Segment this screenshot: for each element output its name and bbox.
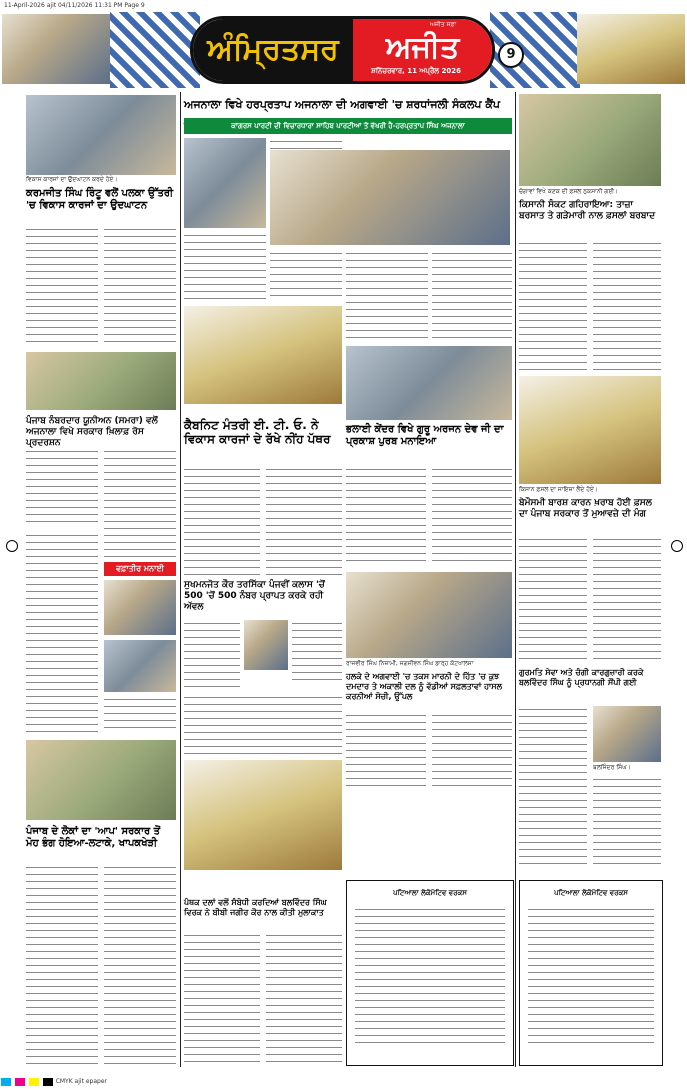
article-body	[104, 448, 176, 558]
ad-body	[528, 906, 654, 1046]
photo-caption: ਚੋਗਾਵਾਂ ਵਿਖੇ ਕਣਕ ਦੀ ਫ਼ਸਲ ਨੁਕਸਾਨੀ ਗਈ।	[519, 188, 619, 195]
masthead-date: ਸ਼ਨਿੱਚਰਵਾਰ, 11 ਅਪ੍ਰੈਲ 2026	[371, 67, 461, 75]
heritage-building-photo	[577, 14, 685, 84]
article-body	[184, 466, 260, 576]
article-body	[104, 864, 176, 1064]
article-body	[346, 250, 428, 342]
article-body	[104, 226, 176, 348]
headline: ਹਲਕੇ ਦੇ ਅਗਵਾਈ 'ਚ ਤਕਸ ਮਾਰਨੀ ਦੇ ਹਿੱਤ 'ਚ ਕੁਝ ਦਮਦਾਰ ਤੇ ਅਕਾਲੀ ਦਲ ਨੂੰ ਵੱਡੀਆਂ ਸਫ਼ਲਤਾਵਾਂ ਹਾਸਲ ਕਰਨੀਆਂ ਸੋਚੀ, ਉੱਪਲ	[346, 672, 503, 701]
title-left: ਅੰਮ੍ਰਿਤਸਰ	[193, 19, 353, 81]
headline: ਪੰਜਾਬ ਨੰਬਰਦਾਰ ਯੂਨੀਅਨ (ਸਮਰਾ) ਵਲੋਂ ਅਜਨਾਲਾ ਵਿਖੇ ਸਰਕਾਰ ਖ਼ਿਲਾਫ਼ ਰੋਸ ਪ੍ਰਦਰਸ਼ਨ	[26, 416, 158, 448]
obituary-label: ਵਫ਼ਾਤੀਰ ਮਨਾਈ	[104, 562, 176, 576]
headline: ਕੈਬਨਿਟ ਮੰਤਰੀ ਈ. ਟੀ. ਓ. ਨੇ ਵਿਕਾਸ ਕਾਰਜਾਂ ਦੇ ਰੱਖੇ ਨੀਂਹ ਪੱਥਰ	[184, 418, 331, 446]
headline: ਭਲਾਈ ਕੇਂਦਰ ਵਿਖੇ ਗੁਰੂ ਅਰਜਨ ਦੇਵ ਜੀ ਦਾ ਪ੍ਰਕਾਸ਼ ਪੁਰਬ ਮਨਾਇਆ	[346, 424, 504, 447]
photo-caption: ਰਾਜਵੀਰ ਸਿੰਘ ਨਿਜ਼ਾਮੀ, ਜਗਜੀਵਨ ਸਿੰਘ ਡਾਰ੍ਹ ਕੋਟਖਾਲਸਾ	[346, 660, 474, 667]
article-body	[266, 932, 342, 1064]
portrait-photo	[593, 706, 661, 762]
article-body	[519, 536, 587, 662]
obituary-photo	[104, 580, 176, 635]
column-divider	[515, 92, 516, 1067]
article-body	[184, 932, 260, 1064]
article-body	[432, 712, 512, 792]
article-body	[593, 776, 661, 866]
gathering-photo	[26, 740, 176, 820]
obituary-photo	[104, 640, 176, 692]
article-body	[346, 466, 426, 566]
tender-advertisement	[519, 880, 663, 1066]
headline: ਕਰਮਜੀਤ ਸਿੰਘ ਰਿੰਟੂ ਵਲੋਂ ਪਲਕਾ ਉੱਤਰੀ 'ਚ ਵਿਕਾਸ ਕਾਰਜਾਂ ਦਾ ਉਦਘਾਟਨ	[26, 188, 174, 211]
black-swatch	[43, 1078, 53, 1086]
article-body	[266, 466, 342, 576]
headline: ਸੁਖਮਨਜੋਤ ਕੌਰ ਤਰਸਿੱਕਾ ਪੰਜਵੀਂ ਕਲਾਸ 'ਚੋਂ 500 'ਚੋਂ 500 ਨੰਬਰ ਪ੍ਰਾਪਤ ਕਰਕੇ ਰਹੀ ਅੱਵਲ	[184, 580, 325, 612]
crop-damage-photo	[519, 94, 661, 186]
headline: ਪੰਥਕ ਦਲਾਂ ਵਲੋਂ ਸੰਬੋਧੀ ਕਰਦਿਆਂ ਬਲਵਿੰਦਰ ਸਿੰਘ ਵਿਰਕ ਨੇ ਬੀਬੀ ਜਗੀਰ ਕੌਰ ਨਾਲ ਕੀਤੀ ਮੁਲਾਕਾਤ	[184, 898, 327, 917]
article-body	[593, 240, 661, 372]
registration-mark	[671, 540, 683, 552]
protest-photo	[26, 352, 176, 410]
photo-caption: ਕਿਸਾਨ ਫ਼ਸਲ ਦਾ ਜਾਇਜ਼ਾ ਲੈਂਦੇ ਹੋਏ।	[519, 486, 598, 493]
golden-temple-photo	[2, 14, 110, 84]
page-number: 9	[498, 42, 524, 68]
cyan-swatch	[1, 1078, 11, 1086]
ad-title: ਪਟਿਆਲਾ ਲੋਕੋਮੋਟਿਵ ਵਰਕਸ	[393, 889, 467, 897]
religious-event-photo	[184, 306, 342, 404]
title-right: ਅਜੀਤ	[353, 19, 492, 81]
tender-advertisement	[346, 880, 514, 1066]
article-body	[519, 706, 587, 866]
ribbon-cutting-photo	[26, 95, 176, 175]
headline: ਬੇਮੌਸਮੀ ਬਾਰਸ਼ ਕਾਰਨ ਖ਼ਰਾਬ ਹੋਈ ਫ਼ਸਲ ਦਾ ਪੰਜਾਬ ਸਰਕਾਰ ਤੋਂ ਮੁਆਵਜ਼ੇ ਦੀ ਮੰਗ	[519, 498, 652, 519]
article-body	[26, 532, 98, 732]
ad-title: ਪਟਿਆਲਾ ਲੋਕੋਮੋਟਿਵ ਵਰਕਸ	[554, 889, 628, 897]
print-info-strip: 11-April-2026 ajit 04/11/2026 11:31 PM Page 9	[4, 2, 145, 9]
article-body	[593, 536, 661, 662]
portraits-photo	[346, 572, 512, 658]
article-body	[184, 232, 266, 302]
article-body	[519, 240, 587, 372]
article-body	[26, 864, 98, 1064]
farmers-field-photo	[519, 376, 661, 484]
print-color-strip	[0, 1074, 687, 1089]
headline: ਗੁਰਮਤਿ ਸੇਵਾ ਅਤੇ ਚੰਗੀ ਕਾਰਗੁਜ਼ਾਰੀ ਕਰਕੇ ਬਲਵਿੰਦਰ ਸਿੰਘ ਨੂੰ ਪ੍ਰਧਾਨਗੀ ਸੌਂਪੀ ਗਈ	[519, 668, 644, 687]
article-body	[432, 250, 512, 342]
column-divider	[180, 92, 181, 1067]
article-body	[26, 448, 98, 528]
photo-caption: ਵਿਕਾਸ ਕਾਰਜਾਂ ਦਾ ਉਦਘਾਟਨ ਕਰਦੇ ਹੋਏ।	[26, 176, 118, 183]
bottom-strip-text: CMYK ajit epaper	[55, 1078, 107, 1085]
headline: ਪੰਜਾਬ ਦੇ ਲੋਕਾਂ ਦਾ 'ਆਪ' ਸਰਕਾਰ ਤੋਂ ਮੋਹ ਭੰਗ ਹੋਇਆ-ਲਟਾਕੇ, ਖਾਪਕਖੇੜੀ	[26, 826, 161, 849]
article-body	[184, 620, 240, 690]
registration-mark	[6, 540, 18, 552]
masthead-small-label: ਅਜੀਤ ਸਫ਼ਾ	[429, 21, 457, 28]
masthead	[0, 12, 687, 88]
article-body	[346, 712, 426, 792]
masthead-title	[190, 16, 495, 84]
meeting-photo	[184, 760, 342, 870]
magenta-swatch	[15, 1078, 25, 1086]
article-body	[270, 250, 342, 300]
article-body	[26, 226, 98, 348]
event-photo	[184, 138, 266, 228]
decorative-pattern-left	[110, 12, 200, 88]
article-body	[184, 694, 342, 754]
ad-body	[355, 906, 505, 1046]
photo-caption: ਬਲਜਿੰਦਰ ਸਿੰਘ।	[593, 764, 631, 771]
student-photo	[244, 620, 288, 670]
headline: ਕਿਸਾਨੀ ਸੰਕਟ ਗਹਿਰਾਇਆ: ਤਾਜ਼ਾ ਬਰਸਾਤ ਤੇ ਗੜੇਮਾਰੀ ਨਾਲ ਫ਼ਸਲਾਂ ਬਰਬਾਦ	[519, 200, 656, 221]
article-body	[292, 620, 342, 680]
article-body	[432, 466, 512, 566]
stage-photo	[346, 346, 512, 420]
yellow-swatch	[29, 1078, 39, 1086]
main-subheadline: ਕਾਂਗਰਸ ਪਾਰਟੀ ਦੀ ਵਿਚਾਰਧਾਰਾ ਸਾਹਿਬ ਪਾਰਟੀਆਂ ਤੋਂ ਵੱਖਰੀ ਹੈ-ਹਰਪ੍ਰਤਾਪ ਸਿੰਘ ਅਜਨਾਲਾ	[184, 118, 512, 134]
article-body	[104, 696, 176, 732]
main-headline: ਅਜਨਾਲਾ ਵਿਖੇ ਹਰਪ੍ਰਤਾਪ ਅਜਨਾਲਾ ਦੀ ਅਗਵਾਈ 'ਚ ਸ਼ਰਧਾਂਜਲੀ ਸੰਕਲਪ ਕੈਂਪ	[184, 98, 500, 111]
camp-main-photo	[270, 150, 510, 245]
